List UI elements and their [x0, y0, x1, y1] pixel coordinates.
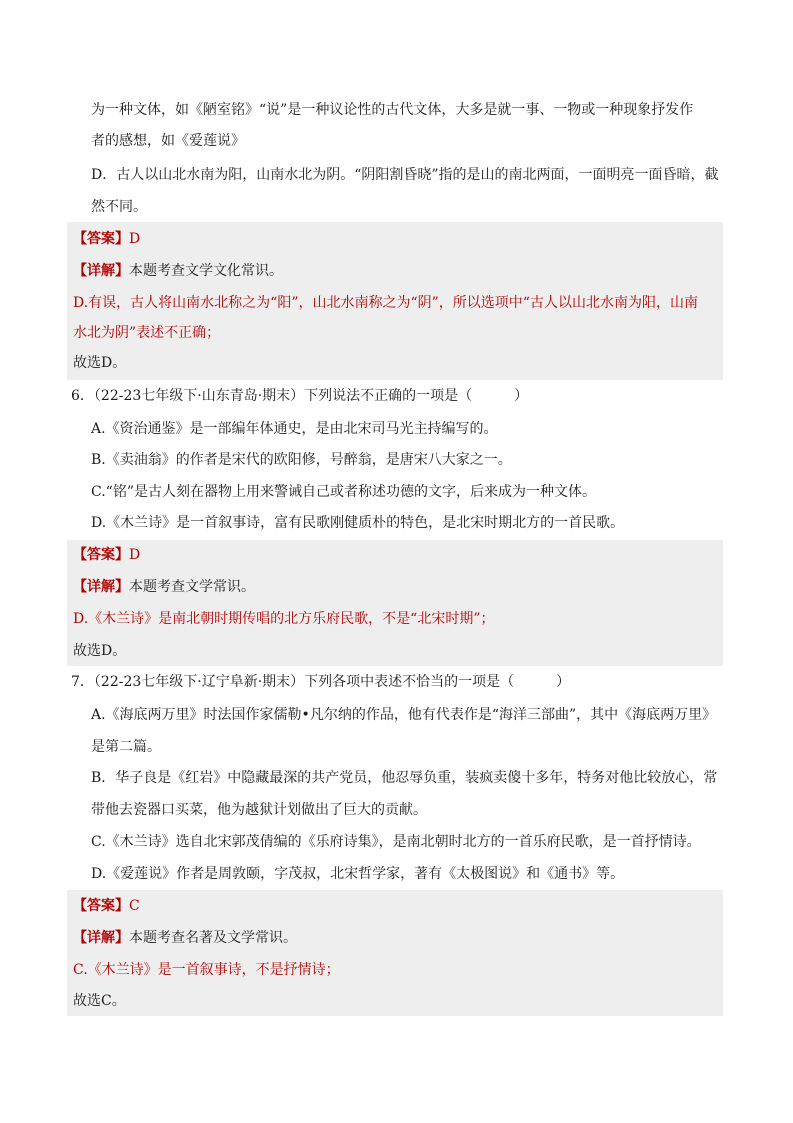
answer-line [73, 228, 140, 250]
answer-block-6 [67, 540, 723, 666]
explanation-line-1: D.《木兰诗》是南北朝时期传唱的北方乐府民歌，不是“北宋时期”； [73, 611, 495, 627]
answer-tag: 【答案】 [73, 898, 129, 914]
intro-line-2: 者的感想，如《爱莲说》 [91, 133, 245, 149]
answer-value: D [129, 231, 141, 247]
detail-line [73, 576, 255, 598]
answer-block-7 [67, 890, 723, 1016]
detail-line [73, 927, 297, 949]
question-7-stem: 7．（22-23七年级下·辽宁阜新·期末）下列各项中表述不恰当的一项是（ ） [71, 674, 571, 690]
explanation-line-1: C.《木兰诗》是一首叙事诗，不是抒情诗； [73, 962, 340, 978]
question-7-option-c: C.《木兰诗》选自北宋郭茂倩编的《乐府诗集》，是南北朝时北方的一首乐府民歌，是一首抒情诗。 [91, 834, 701, 850]
answer-block-5 [67, 222, 723, 380]
detail-text: 本题考查文学常识。 [129, 579, 255, 595]
question-7-option-a-line-2: 是第二篇。 [91, 739, 161, 755]
detail-tag: 【详解】 [73, 579, 129, 595]
question-7-option-b-line-1: B．华子良是《红岩》中隐藏最深的共产党员，他忍辱负重，装疯卖傻十多年，特务对他比较放心，常 [91, 770, 718, 786]
answer-value: C [129, 898, 140, 914]
question-6-option-b: B.《卖油翁》的作者是宋代的欧阳修，号醉翁，是唐宋八大家之一。 [91, 452, 512, 468]
answer-line [73, 544, 140, 566]
question-6-option-a: A.《资治通鉴》是一部编年体通史，是由北宋司马光主持编写的。 [91, 421, 498, 437]
question-7-option-a-line-1: A.《海底两万里》时法国作家儒勒•凡尔纳的作品，他有代表作是“海洋三部曲”，其中《海底两万里》 [91, 707, 717, 723]
question-6-option-d: D.《木兰诗》是一首叙事诗，富有民歌刚健质朴的特色，是北宋时期北方的一首民歌。 [91, 515, 625, 531]
question-6-option-c: C.“铭”是古人刻在器物上用来警诫自己或者称述功德的文字，后来成为一种文体。 [91, 484, 596, 500]
detail-tag: 【详解】 [73, 263, 129, 279]
answer-line [73, 895, 140, 917]
intro-line-1: 为一种文体，如《陋室铭》“说”是一种议论性的古代文体，大多是就一事、一物或一种现象抒发作 [91, 102, 694, 118]
detail-tag: 【详解】 [73, 930, 129, 946]
detail-line [73, 260, 283, 282]
detail-text: 本题考查名著及文学常识。 [129, 930, 297, 946]
conclusion-line: 故选C。 [73, 993, 126, 1009]
question-7-option-d: D.《爱莲说》作者是周敦颐，字茂叔，北宋哲学家，著有《太极图说》和《通书》等。 [91, 866, 625, 882]
option-d-line-1: D．古人以山北水南为阳，山南水北为阴。“阴阳割昏晓”指的是山的南北两面，一面明亮一面昏暗，截 [91, 167, 719, 183]
question-7-option-b-line-2: 带他去瓷器口买菜，他为越狱计划做出了巨大的贡献。 [91, 802, 427, 818]
conclusion-line: 故选D。 [73, 355, 127, 371]
conclusion-line: 故选D。 [73, 643, 127, 659]
explanation-line-2: 水北为阴”表述不正确； [73, 325, 221, 341]
option-d-line-2: 然不同。 [91, 199, 147, 215]
answer-tag: 【答案】 [73, 231, 129, 247]
explanation-line-1: D.有误，古人将山南水北称之为“阳”，山北水南称之为“阴”，所以选项中“古人以山北水南为阳，山南 [73, 295, 698, 311]
answer-value: D [129, 547, 141, 563]
question-6-stem: 6．（22-23七年级下·山东青岛·期末）下列说法不正确的一项是（ ） [71, 388, 529, 404]
detail-text: 本题考查文学文化常识。 [129, 263, 283, 279]
answer-tag: 【答案】 [73, 547, 129, 563]
